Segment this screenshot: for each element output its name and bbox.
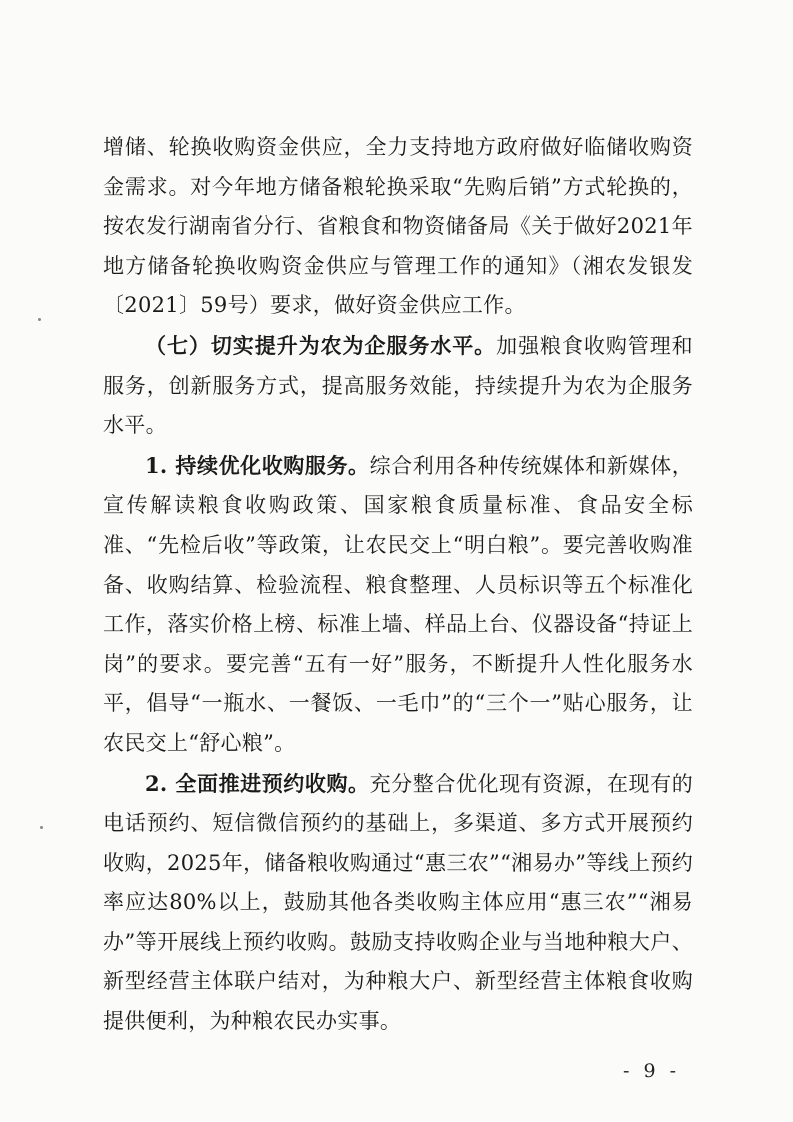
page-number: - 9 - (622, 1060, 680, 1082)
scan-speck (38, 318, 41, 321)
paragraph-text: 充分整合优化现有资源，在现有的电话预约、短信微信预约的基础上，多渠道、多方式开展预约收购，2025年，储备粮收购通过“惠三农”“湘易办”等线上预约率应达80%以上，鼓励其他各类收购主体应用“惠三农”“湘易办”等开展线上预约收购。鼓励支持收购企业与当地种粮大户、新型经营主体联户结对，为种粮大户、新型经营主体粮食收购提供便利，为种粮农民办实事。 (103, 771, 693, 1034)
paragraph-text: 加强粮食收购管理和服务，创新服务方式，提高服务效能，持续提升为农为企服务水平。 (103, 333, 693, 438)
paragraph-section-seven (103, 326, 693, 446)
document-body (103, 128, 693, 1042)
paragraph-text: 增储、轮换收购资金供应，全力支持地方政府做好临储收购资金需求。对今年地方储备粮轮换采取“先购后销”方式轮换的，按农发行湖南省分行、省粮食和物资储备局《关于做好2021年地方储备轮换收购资金供应与管理工作的通知》（湘农发银发〔2021〕59号）要求，做好资金供应工作。 (103, 135, 693, 318)
paragraph-item-two (103, 764, 693, 1042)
paragraph-funding (103, 128, 693, 326)
paragraph-item-one (103, 446, 693, 764)
paragraph-text: 综合利用各种传统媒体和新媒体，宣传解读粮食收购政策、国家粮食质量标准、食品安全标准、“先检后收”等政策，让农民交上“明白粮”。要完善收购准备、收购结算、检验流程、粮食整理、人员标识等五个标准化工作，落实价格上榜、标准上墙、样品上台、仪器设备“持证上岗”的要求。要完善“五有一好”服务，不断提升人性化服务水平，倡导“一瓶水、一餐饭、一毛巾”的“三个一”贴心服务，让农民交上“舒心粮”。 (103, 453, 693, 755)
item-heading: 2. 全面推进预约收购。 (145, 770, 370, 796)
section-heading: （七）切实提升为农为企服务水平。 (145, 332, 497, 358)
item-heading: 1. 持续优化收购服务。 (145, 452, 370, 478)
scan-speck (40, 826, 43, 829)
